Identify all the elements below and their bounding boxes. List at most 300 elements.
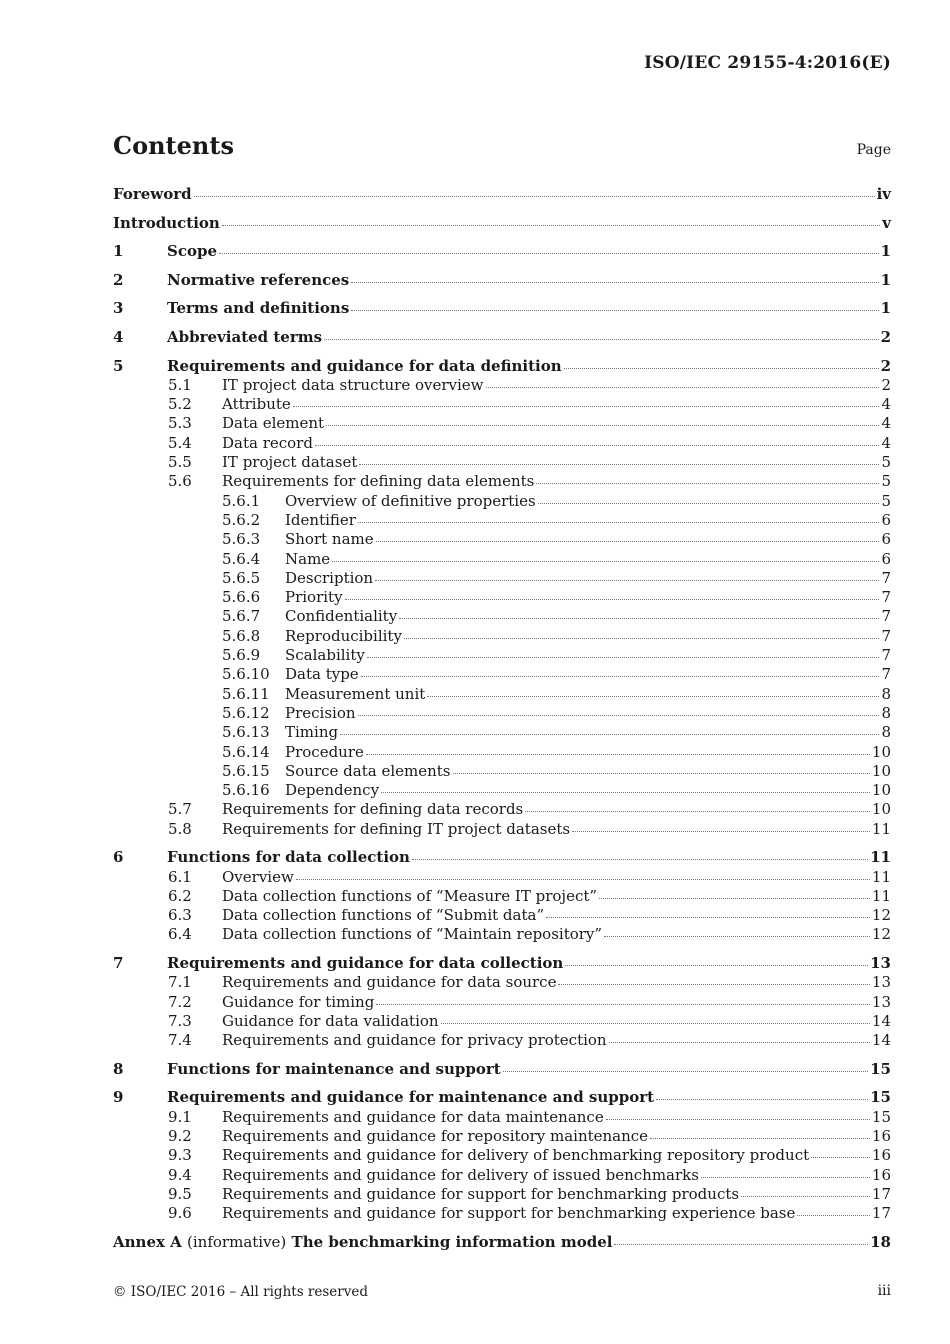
toc-entry-page: 16: [871, 1146, 891, 1165]
toc-entry[interactable]: [113, 1108, 891, 1127]
toc-entry-line: [285, 627, 891, 646]
toc-entry-title: Terms and definitions: [167, 299, 350, 318]
toc-entry-line: [285, 569, 891, 588]
dot-leader: [741, 1196, 870, 1197]
toc-entry-page: 7: [881, 665, 891, 684]
toc-entry-page: 5: [881, 491, 891, 510]
toc-entry-number: 5.6.10: [222, 665, 270, 684]
toc-entry-title: Data collection functions of “Submit data”: [222, 906, 545, 925]
toc-entry-page: 14: [871, 1031, 891, 1050]
toc-entry-line: [222, 906, 891, 925]
toc-entry-title: Data collection functions of “Measure IT project”: [222, 886, 598, 905]
toc-entry-line: [222, 376, 891, 395]
toc-entry-line: [167, 848, 891, 867]
toc-entry[interactable]: [113, 472, 891, 491]
toc-entry-line: [222, 453, 891, 472]
toc-entry-line: [222, 1185, 891, 1204]
toc-entry-title: Name: [285, 549, 331, 568]
toc-entry[interactable]: [113, 685, 891, 704]
dot-leader: [614, 1244, 868, 1245]
toc-entry-page: 12: [871, 925, 891, 944]
toc-entry-line: [222, 1127, 891, 1146]
toc-entry-page: v: [882, 213, 891, 232]
dot-leader: [604, 936, 870, 937]
toc-entry-title: Requirements and guidance for data source: [222, 973, 557, 992]
dot-leader: [546, 917, 870, 918]
toc-entry-number: 9.5: [168, 1184, 192, 1203]
toc-entry-title: Requirements and guidance for maintenance and support: [167, 1088, 655, 1107]
toc-entry-title: Requirements and guidance for delivery of issued benchmarks: [222, 1165, 699, 1184]
toc-entry-number: 9: [113, 1088, 124, 1107]
annex-heading: [113, 1233, 612, 1252]
toc-entry-page: 10: [871, 781, 891, 800]
toc-entry[interactable]: [113, 848, 891, 867]
toc-entry[interactable]: [113, 646, 891, 665]
toc-entry-number: 6.3: [168, 906, 192, 925]
toc-entry-line: [113, 214, 891, 233]
toc-entry[interactable]: [113, 569, 891, 588]
toc-entry[interactable]: [113, 1185, 891, 1204]
dot-leader: [572, 831, 870, 832]
toc-entry-title: Requirements and guidance for data maintenance: [222, 1107, 604, 1126]
toc-entry-page: 6: [881, 510, 891, 529]
toc-entry-number: 4: [113, 327, 124, 346]
toc-entry-line: [222, 887, 891, 906]
toc-entry[interactable]: [113, 954, 891, 973]
toc-entry-number: 9.2: [168, 1127, 192, 1146]
toc-entry-line: [167, 1060, 891, 1079]
toc-entry-line: [285, 588, 891, 607]
toc-entry-number: 5.6.4: [222, 549, 261, 568]
toc-entry-number: 6.4: [168, 925, 192, 944]
toc-entry-title: Introduction: [113, 213, 220, 232]
toc-entry-title: Precision: [285, 703, 356, 722]
toc-entry-number: 5.6.13: [222, 723, 270, 742]
toc-entry-title: Functions for data collection: [167, 848, 410, 867]
toc-entry-page: 14: [871, 1011, 891, 1030]
toc-entry-title: Identifier: [285, 510, 356, 529]
dot-leader: [503, 1071, 868, 1072]
toc-entry-page: 10: [871, 800, 891, 819]
toc-entry-line: [222, 800, 891, 819]
dot-leader: [564, 368, 879, 369]
dot-leader: [326, 425, 879, 426]
toc-entry-title: Requirements for defining IT project datasets: [222, 819, 571, 838]
toc-entry-number: 5.6.5: [222, 568, 261, 587]
dot-leader: [656, 1099, 868, 1100]
dot-leader: [359, 464, 879, 465]
toc-entry[interactable]: [113, 242, 891, 261]
toc-entry-page: 5: [881, 472, 891, 491]
toc-entry-number: 5.6.11: [222, 684, 270, 703]
toc-entry[interactable]: [113, 271, 891, 290]
toc-entry-title: Guidance for data validation: [222, 1011, 439, 1030]
toc-entry-title: Requirements for defining data records: [222, 800, 524, 819]
toc-entry[interactable]: [113, 511, 891, 530]
toc-entry[interactable]: [113, 395, 891, 414]
toc-entry[interactable]: [113, 1012, 891, 1031]
toc-entry-number: 9.3: [168, 1146, 192, 1165]
toc-entry-page: 7: [881, 588, 891, 607]
dot-leader: [399, 618, 879, 619]
toc-entry-number: 9.1: [168, 1107, 192, 1126]
toc-entry[interactable]: [113, 1204, 891, 1223]
toc-entry-line: [285, 550, 891, 569]
toc-entry[interactable]: [113, 530, 891, 549]
toc-entry-page: 13: [871, 973, 891, 992]
toc-entry-page: 7: [881, 568, 891, 587]
toc-entry-title: Guidance for timing: [222, 992, 375, 1011]
toc-entry-page: 17: [871, 1184, 891, 1203]
toc-entry[interactable]: [113, 820, 891, 839]
toc-entry-line: [167, 242, 891, 261]
toc-entry-line: [222, 925, 891, 944]
toc-entry-number: 5: [113, 356, 124, 375]
toc-entry-page: iv: [876, 185, 891, 203]
toc-entry-number: 9.6: [168, 1204, 192, 1223]
toc-entry-page: 12: [871, 906, 891, 925]
dot-leader: [366, 754, 870, 755]
toc-entry[interactable]: [113, 376, 891, 395]
toc-entry[interactable]: [113, 357, 891, 376]
dot-leader: [219, 253, 879, 254]
toc-entry-title: Functions for maintenance and support: [167, 1059, 501, 1078]
toc-entry-number: 5.4: [168, 433, 192, 452]
toc-entry[interactable]: [113, 1127, 891, 1146]
dot-leader: [296, 879, 870, 880]
toc-entry-number: 5.5: [168, 453, 192, 472]
toc-entry-number: 7.3: [168, 1011, 192, 1030]
toc-entry-number: 5.6.8: [222, 626, 261, 645]
toc-entry-title: Data collection functions of “Maintain repository”: [222, 925, 603, 944]
toc-entry-page: 8: [881, 703, 891, 722]
toc-entry[interactable]: [113, 550, 891, 569]
toc-entry-title: Confidentiality: [285, 607, 398, 626]
toc-entry-page: 15: [870, 1088, 891, 1107]
dot-leader: [324, 339, 878, 340]
toc-entry[interactable]: [113, 762, 891, 781]
toc-entry[interactable]: [113, 607, 891, 626]
toc-entry-line: [222, 1108, 891, 1127]
toc-entry[interactable]: [113, 434, 891, 453]
toc-entry-title: Requirements and guidance for data definition: [167, 356, 562, 375]
toc-entry-page: 18: [870, 1232, 891, 1251]
toc-entry-line: [167, 357, 891, 376]
dot-leader: [222, 225, 880, 226]
toc-entry-line: [222, 1146, 891, 1165]
annex-title: The benchmarking information model: [291, 1232, 613, 1251]
toc-entry-number: 5.6.6: [222, 588, 261, 607]
toc-entry-title: Data element: [222, 414, 325, 433]
toc-entry-number: 5.6.12: [222, 703, 270, 722]
toc-entry-number: 7.4: [168, 1031, 192, 1050]
dot-leader: [375, 580, 879, 581]
dot-leader: [609, 1042, 870, 1043]
dot-leader: [565, 965, 868, 966]
dot-leader: [351, 282, 878, 283]
toc-entry[interactable]: [113, 1166, 891, 1185]
dot-leader: [538, 503, 880, 504]
dot-leader: [404, 638, 880, 639]
toc-entry-line: [285, 511, 891, 530]
toc-entry-title: Requirements and guidance for repository maintenance: [222, 1127, 649, 1146]
toc-entry-line: [167, 299, 891, 318]
toc-entry-page: 8: [881, 684, 891, 703]
toc-entry-number: 7.1: [168, 973, 192, 992]
dot-leader: [358, 522, 880, 523]
toc-entry-number: 5.6.14: [222, 742, 270, 761]
toc-entry-title: Requirements and guidance for privacy protection: [222, 1031, 607, 1050]
toc-entry-line: [285, 781, 891, 800]
toc-entry-number: 5.6.2: [222, 510, 261, 529]
toc-entry-number: 6: [113, 848, 124, 867]
toc-entry-line: [167, 954, 891, 973]
dot-leader: [315, 445, 879, 446]
toc-entry-line: [222, 1204, 891, 1223]
toc-entry-page: 2: [880, 327, 891, 346]
toc-entry-page: 16: [871, 1127, 891, 1146]
dot-leader: [525, 811, 870, 812]
toc-entry[interactable]: [113, 743, 891, 762]
toc-entry-line: [222, 1012, 891, 1031]
toc-entry-title: IT project data structure overview: [222, 375, 484, 394]
dot-leader: [606, 1119, 870, 1120]
dot-leader: [486, 387, 880, 388]
toc-entry-page: 7: [881, 646, 891, 665]
toc-entry-number: 5.6.1: [222, 491, 261, 510]
toc-entry-page: 13: [870, 954, 891, 973]
toc-entry-number: 5.6.7: [222, 607, 261, 626]
toc-entry-title: Dependency: [285, 781, 380, 800]
dot-leader: [351, 310, 878, 311]
annex-note: (informative): [187, 1232, 287, 1251]
toc-entry-line: [113, 185, 891, 204]
toc-entry-line: [222, 820, 891, 839]
toc-entry-title: Overview of definitive properties: [285, 491, 536, 510]
dot-leader: [367, 657, 880, 658]
toc-entry-page: 8: [881, 723, 891, 742]
toc-entry-number: 5.6.9: [222, 646, 261, 665]
toc-entry-title: Priority: [285, 588, 343, 607]
toc-entry-page: 7: [881, 626, 891, 645]
toc-entry[interactable]: [113, 1060, 891, 1079]
toc-entry[interactable]: [113, 973, 891, 992]
dot-leader: [650, 1138, 870, 1139]
copyright-notice: © ISO/IEC 2016 – All rights reserved: [113, 1284, 368, 1300]
toc-entry-page: 4: [881, 414, 891, 433]
toc-entry-number: 8: [113, 1059, 124, 1078]
toc-entry[interactable]: [113, 800, 891, 819]
toc-entry-page: 4: [881, 395, 891, 414]
toc-entry[interactable]: [113, 887, 891, 906]
toc-entry-title: Timing: [285, 723, 339, 742]
toc-entry[interactable]: [113, 704, 891, 723]
table-of-contents: [113, 185, 891, 1252]
toc-entry-title: IT project dataset: [222, 453, 358, 472]
dot-leader: [381, 792, 870, 793]
toc-entry-number: 6.2: [168, 886, 192, 905]
dot-leader: [345, 599, 880, 600]
toc-entry-page: 4: [881, 433, 891, 452]
dot-leader: [412, 859, 868, 860]
toc-entry-title: Requirements and guidance for data collection: [167, 954, 564, 973]
toc-entry[interactable]: [113, 993, 891, 1012]
dot-leader: [558, 984, 869, 985]
toc-entry-number: 5.6.15: [222, 761, 270, 780]
toc-entry-number: 5.6.16: [222, 781, 270, 800]
toc-entry-title: Source data elements: [285, 761, 451, 780]
toc-entry-line: [222, 395, 891, 414]
toc-entry-page: 6: [881, 549, 891, 568]
toc-entry-number: 5.3: [168, 414, 192, 433]
toc-entry-page: 2: [880, 356, 891, 375]
dot-leader: [701, 1177, 870, 1178]
toc-entry-page: 13: [871, 992, 891, 1011]
toc-entry-line: [285, 704, 891, 723]
toc-entry-number: 7: [113, 954, 124, 973]
toc-entry-line: [167, 1088, 891, 1107]
toc-entry[interactable]: [113, 492, 891, 511]
document-id: ISO/IEC 29155-4:2016(E): [644, 53, 891, 73]
toc-entry-page: 11: [870, 848, 891, 867]
toc-entry[interactable]: [113, 665, 891, 684]
toc-entry-page: 16: [871, 1165, 891, 1184]
toc-entry-line: [222, 1031, 891, 1050]
toc-entry[interactable]: [113, 328, 891, 347]
toc-entry[interactable]: [113, 925, 891, 944]
dot-leader: [599, 898, 870, 899]
toc-entry[interactable]: [113, 781, 891, 800]
toc-entry[interactable]: [113, 1146, 891, 1165]
toc-entry-number: 5.6.3: [222, 530, 261, 549]
toc-entry-line: [222, 1166, 891, 1185]
toc-entry[interactable]: [113, 299, 891, 318]
toc-entry[interactable]: [113, 185, 891, 204]
toc-entry-line: [285, 646, 891, 665]
dot-leader: [194, 196, 875, 197]
dot-leader: [811, 1157, 870, 1158]
toc-entry[interactable]: [113, 627, 891, 646]
toc-entry-number: 6.1: [168, 867, 192, 886]
toc-entry-title: Scalability: [285, 646, 365, 665]
toc-entry-line: [285, 665, 891, 684]
toc-entry-page: 11: [871, 867, 891, 886]
toc-entry[interactable]: [113, 214, 891, 233]
dot-leader: [441, 1023, 870, 1024]
toc-entry[interactable]: [113, 588, 891, 607]
toc-entry-number: 3: [113, 299, 124, 318]
toc-entry-page: 1: [880, 299, 891, 318]
toc-entry-title: Overview: [222, 867, 294, 886]
toc-entry-page: 6: [881, 530, 891, 549]
toc-entry-line: [222, 472, 891, 491]
toc-entry-page: 1: [880, 242, 891, 261]
toc-entry[interactable]: [113, 1031, 891, 1050]
toc-entry-number: 5.2: [168, 395, 192, 414]
toc-entry-number: 1: [113, 242, 124, 261]
toc-entry-title: Reproducibility: [285, 626, 402, 645]
toc-entry-page: 11: [871, 886, 891, 905]
toc-entry-page: 11: [871, 819, 891, 838]
toc-entry-number: 5.1: [168, 375, 192, 394]
dot-leader: [293, 406, 880, 407]
toc-entry-line: [285, 492, 891, 511]
toc-entry-page: 1: [880, 270, 891, 289]
toc-entry-title: Requirements and guidance for delivery of benchmarking repository product: [222, 1146, 810, 1165]
dot-leader: [376, 541, 880, 542]
dot-leader: [340, 734, 879, 735]
toc-entry-page: 10: [871, 742, 891, 761]
toc-entry-number: 5.6: [168, 472, 192, 491]
toc-entry-title: Procedure: [285, 742, 364, 761]
page-title: Contents: [113, 131, 234, 160]
toc-entry-title: Abbreviated terms: [167, 327, 323, 346]
page-column-label: Page: [856, 142, 891, 158]
toc-entry[interactable]: [113, 723, 891, 742]
toc-entry-title: Normative references: [167, 270, 350, 289]
toc-entry-title: Attribute: [222, 395, 291, 414]
toc-entry-line: [222, 973, 891, 992]
toc-entry-number: 2: [113, 270, 124, 289]
toc-entry[interactable]: [113, 906, 891, 925]
toc-entry-title: Description: [285, 568, 374, 587]
dot-leader: [536, 483, 879, 484]
toc-entry-page: 15: [871, 1107, 891, 1126]
toc-entry-line: [167, 328, 891, 347]
toc-entry-title: Foreword: [113, 185, 192, 203]
toc-entry-title: Short name: [285, 530, 374, 549]
toc-entry-title: Data record: [222, 433, 313, 452]
toc-entry[interactable]: [113, 453, 891, 472]
page-number: iii: [877, 1283, 891, 1299]
annex-prefix: Annex A: [113, 1232, 182, 1251]
toc-entry-page: 5: [881, 453, 891, 472]
dot-leader: [358, 715, 880, 716]
toc-entry-line: [222, 414, 891, 433]
toc-entry-number: 9.4: [168, 1165, 192, 1184]
toc-entry[interactable]: [113, 868, 891, 887]
toc-entry-line: [285, 607, 891, 626]
toc-entry[interactable]: [113, 1088, 891, 1107]
toc-entry-title: Data type: [285, 665, 359, 684]
toc-entry-line: [285, 723, 891, 742]
title-row: [113, 131, 891, 160]
dot-leader: [427, 696, 879, 697]
toc-entry-annex[interactable]: [113, 1233, 891, 1252]
toc-entry-page: 15: [870, 1059, 891, 1078]
toc-entry-title: Scope: [167, 242, 218, 261]
toc-entry-line: [222, 434, 891, 453]
toc-entry[interactable]: [113, 414, 891, 433]
dot-leader: [376, 1004, 870, 1005]
toc-entry-line: [285, 762, 891, 781]
dot-leader: [332, 561, 879, 562]
toc-entry-title: Requirements and guidance for support for benchmarking products: [222, 1184, 740, 1203]
toc-entry-title: Requirements and guidance for support for benchmarking experience base: [222, 1204, 796, 1223]
toc-entry-line: [285, 685, 891, 704]
toc-entry-number: 5.7: [168, 800, 192, 819]
dot-leader: [453, 773, 870, 774]
toc-entry-number: 7.2: [168, 992, 192, 1011]
toc-entry-line: [285, 530, 891, 549]
toc-entry-line: [222, 868, 891, 887]
toc-entry-line: [113, 1233, 891, 1252]
toc-entry-number: 5.8: [168, 819, 192, 838]
toc-entry-line: [167, 271, 891, 290]
toc-entry-page: 10: [871, 761, 891, 780]
dot-leader: [361, 676, 880, 677]
toc-entry-line: [285, 743, 891, 762]
